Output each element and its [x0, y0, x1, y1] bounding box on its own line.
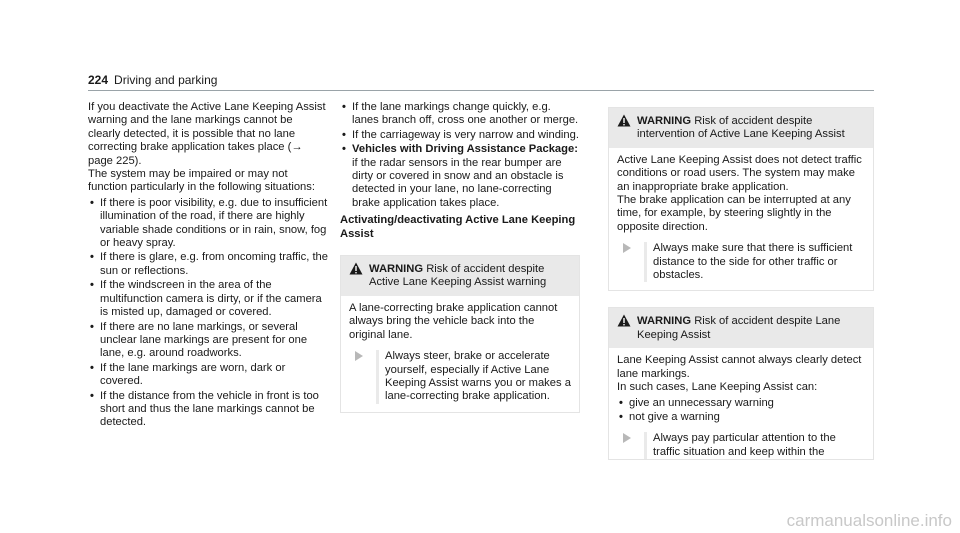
list-item: • If the windscreen in the area of the multifunction camera is dirty, or if the camera is misted up, damaged or covered.: [90, 279, 322, 319]
list-item: • If the lane markings change quickly, e.g. lanes branch off, cross one another or merge.: [342, 101, 579, 127]
warning-header: [609, 308, 873, 348]
list-item: • not give a warning: [619, 410, 720, 423]
warning-box: [608, 307, 874, 460]
warning-box: [608, 107, 874, 291]
warning-title: Risk of accident despite Lane Keeping Assist: [637, 315, 841, 341]
warning-label: WARNING: [637, 315, 692, 328]
arrow-right-icon: [355, 351, 363, 361]
list-item: • Vehicles with Driving Assistance Package: if the radar sensors in the rear bumper are dirty or covered in snow and an obstacle is detected in your lane, no lane-correcting brake application takes place.: [342, 143, 578, 209]
list-item: • If the carriageway is very narrow and winding.: [342, 128, 579, 141]
warning-label: WARNING: [369, 263, 424, 276]
warning-box: [340, 255, 580, 413]
column-3: [608, 101, 874, 460]
subheading: Activating/deactivating Active Lane Keeping Assist: [340, 214, 576, 240]
list-item: • If the lane markings are worn, dark or covered.: [90, 361, 286, 388]
watermark: carmanualsonline.info: [786, 511, 952, 530]
warning-list: [617, 397, 865, 425]
warning-body: In such cases, Lane Keeping Assist can:: [617, 381, 818, 394]
warning-icon: [617, 114, 631, 127]
intro-paragraph: If you deactivate the Active Lane Keeping Assist warning and the lane markings cannot be clearly detected, it is possible that no lane correcting brake application takes place (→ page 225).: [88, 101, 326, 167]
action-text: Always steer, brake or accelerate yourself, especially if Active Lane Keeping Assist warns you or makes a lane-correcting brake application.: [376, 350, 571, 404]
list-item: • give an unnecessary warning: [619, 396, 774, 409]
impair-paragraph: The system may be impaired or may not function particularly in the following situations:: [88, 168, 315, 194]
list-item: • If there are no lane markings, or several unclear lane markings are present for one lane, e.g. around roadworks.: [90, 320, 308, 360]
warning-icon: [617, 314, 631, 327]
warning-body: Lane Keeping Assist cannot always clearly detect lane markings.: [617, 354, 862, 380]
column-2: [340, 101, 580, 413]
action-text: Always pay particular attention to the traffic situation and keep within the: [644, 432, 865, 459]
action-text: Always make sure that there is sufficient distance to the side for other traffic or obstacles.: [644, 242, 865, 282]
page-number: 224: [88, 73, 109, 87]
limitations-list-continued: [340, 101, 580, 210]
warning-body: Active Lane Keeping Assist does not detect traffic conditions or road users. The system may make an inappropriate brake application.: [617, 153, 862, 193]
warning-icon: [349, 262, 363, 275]
warning-body: The brake application can be interrupted at any time, for example, by steering slightly in the opposite direction.: [617, 194, 851, 233]
header-rule: [88, 90, 874, 91]
limitations-list: [88, 197, 328, 430]
action-item: [617, 432, 865, 459]
section-title: Driving and parking: [114, 73, 218, 87]
column-1: [88, 101, 328, 434]
warning-header: [609, 108, 873, 148]
warning-header: [341, 256, 579, 296]
warning-title: Risk of accident despite intervention of Active Lane Keeping Assist: [637, 115, 845, 141]
list-item: • If there is poor visibility, e.g. due to insufficient illumination of the road, if there are highly variable shade conditions or in rain, snow, fog or heavy spray.: [90, 196, 328, 250]
page-header: [88, 73, 217, 87]
action-item: [349, 350, 571, 404]
list-item: • If the distance from the vehicle in front is too short and thus the lane markings cannot be detected.: [90, 389, 319, 429]
arrow-right-icon: [623, 243, 631, 253]
arrow-right-icon: [623, 433, 631, 443]
warning-title: Risk of accident despite Active Lane Keeping Assist warning: [369, 263, 547, 289]
list-item: • If there is glare, e.g. from oncoming traffic, the sun or reflections.: [90, 251, 328, 277]
warning-label: WARNING: [637, 115, 692, 127]
warning-body: A lane-correcting brake application cannot always bring the vehicle back into the original lane.: [349, 301, 558, 341]
action-item: [617, 242, 865, 282]
